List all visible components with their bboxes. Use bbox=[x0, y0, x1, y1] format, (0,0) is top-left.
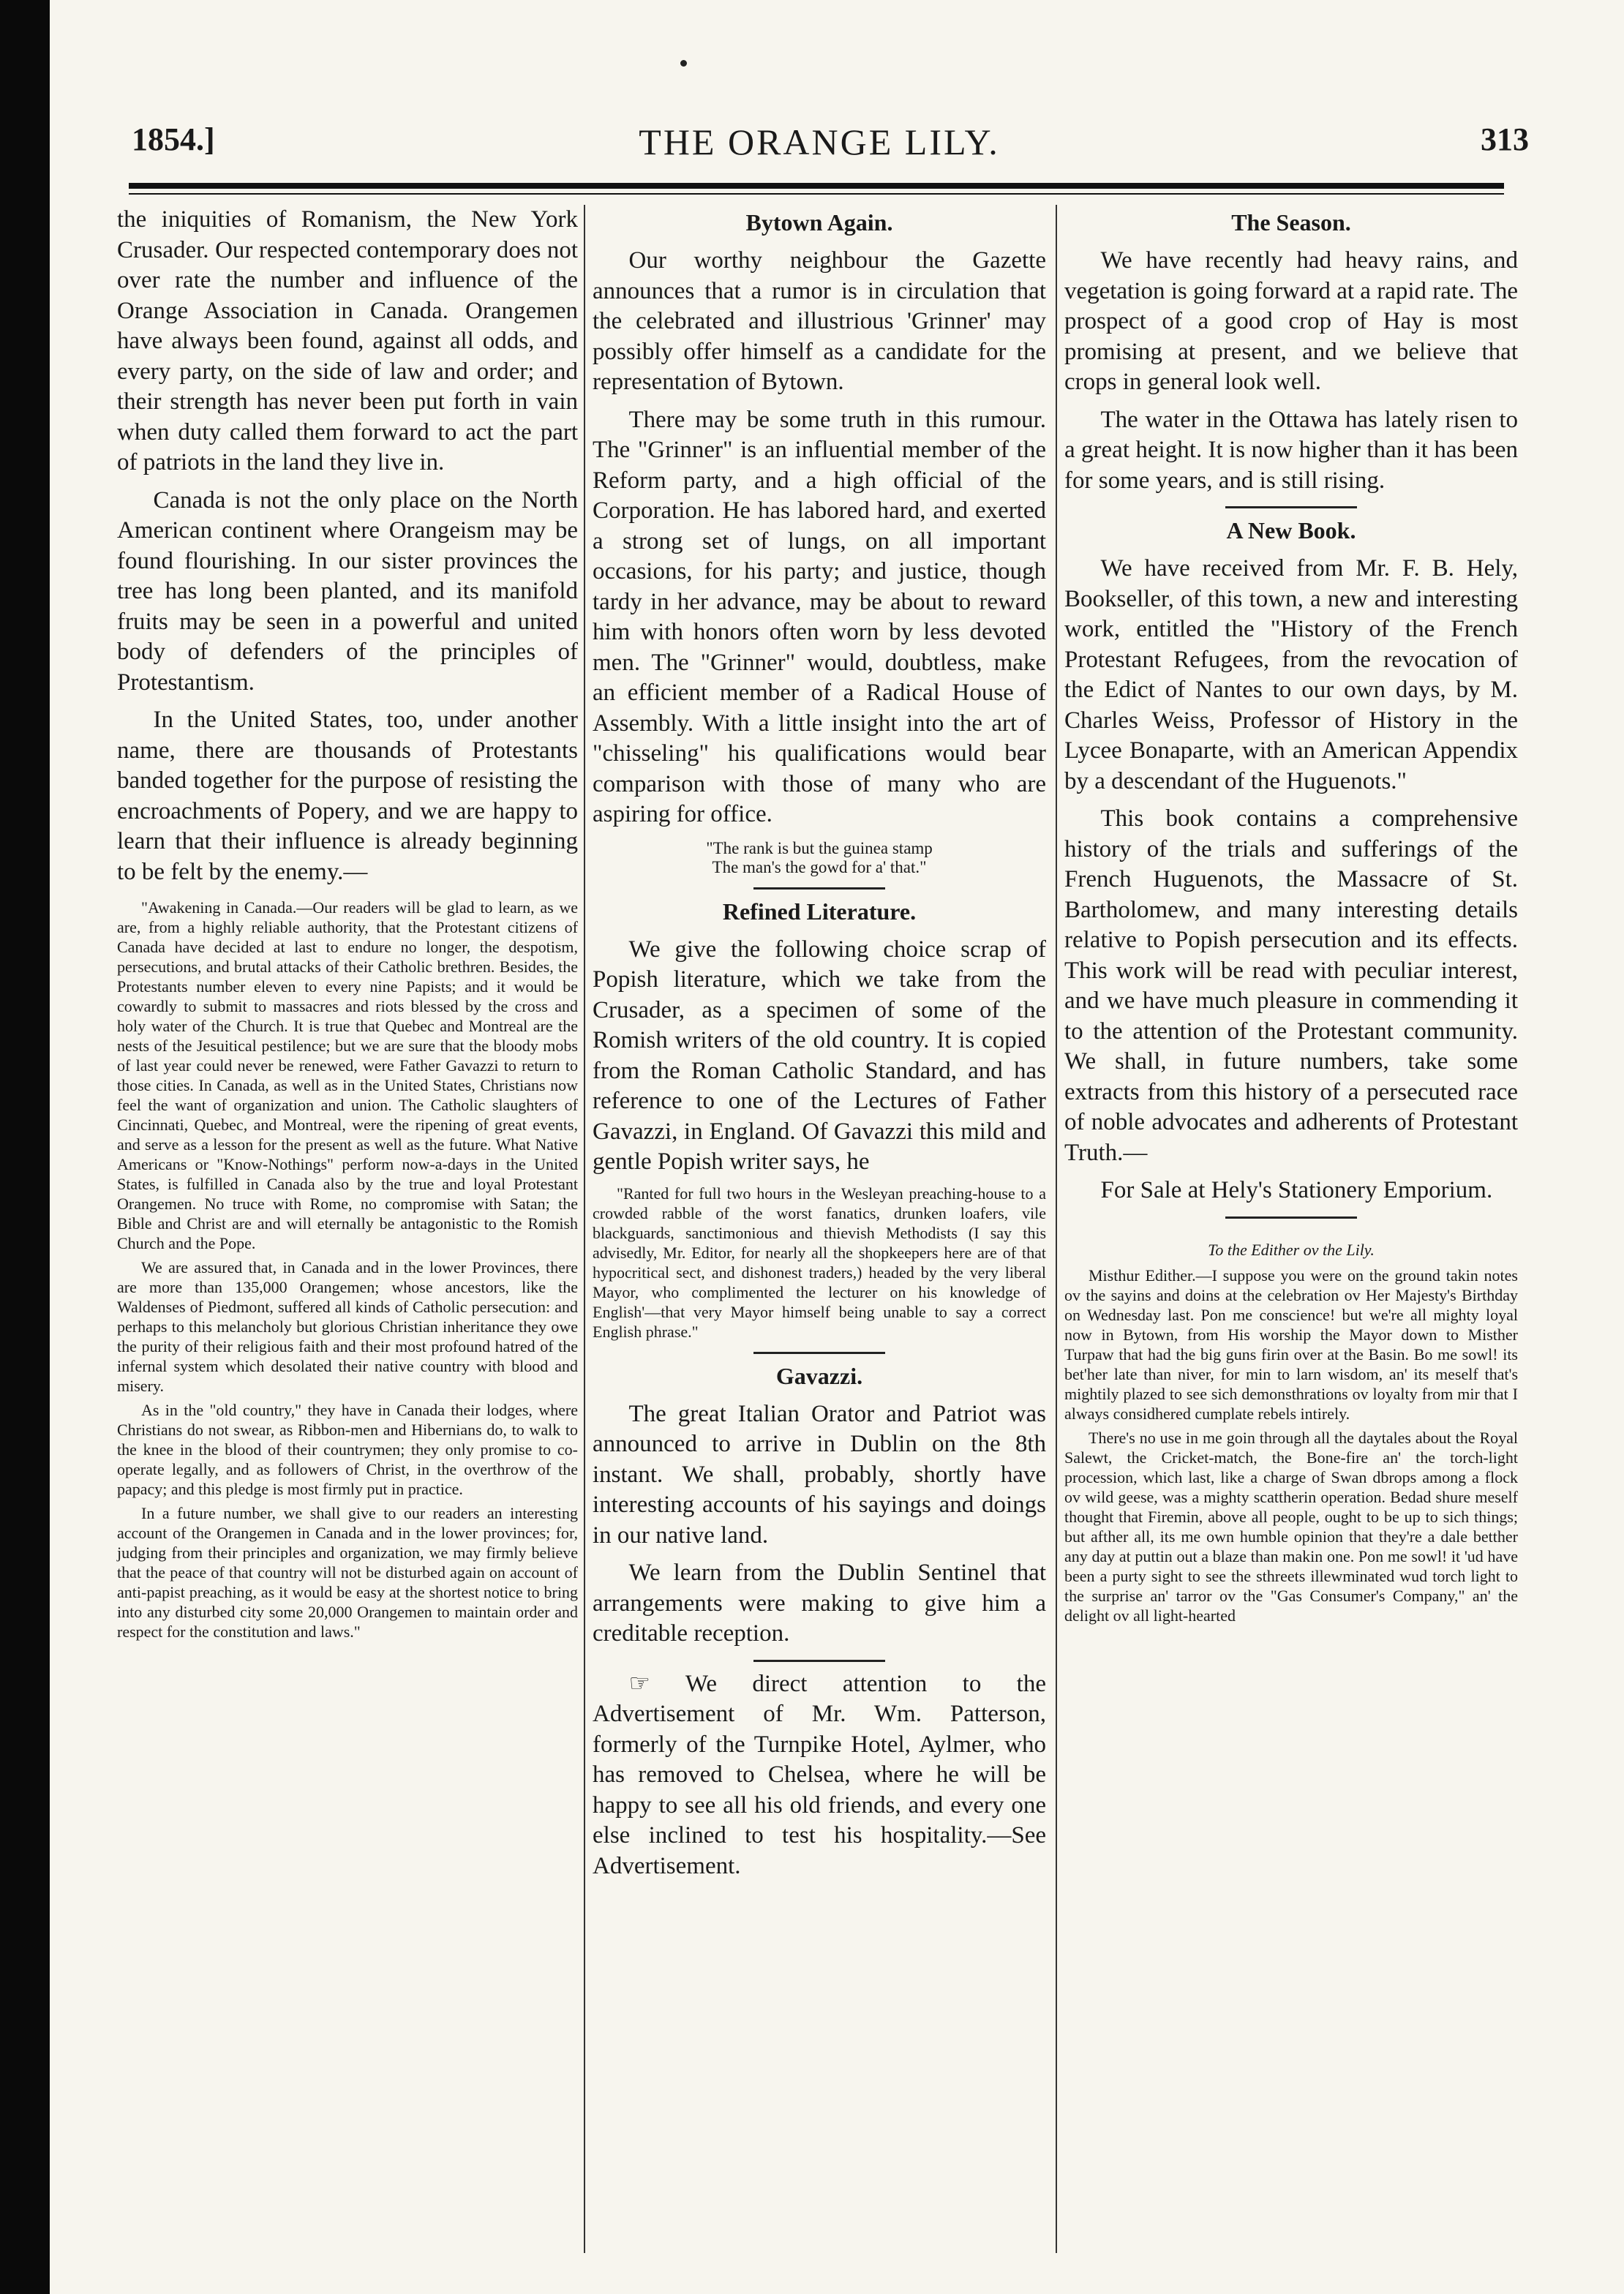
section-heading: A New Book. bbox=[1226, 517, 1356, 544]
section-heading: Bytown Again. bbox=[745, 209, 893, 236]
section-rule bbox=[753, 1352, 885, 1354]
article-paragraph: We learn from the Dublin Sentinel that arrangements were making to give him a creditable reception. bbox=[593, 1560, 1046, 1647]
section-heading: Refined Literature. bbox=[722, 898, 917, 925]
article-paragraph: Canada is not the only place on the North American continent where Orangeism may be found flourishing. In our sister provinces the tree has long been planted, and its manifold fruits may be seen in a powerful and united body of defenders of the principles of Protestantism. bbox=[117, 486, 578, 696]
article-paragraph: This book contains a comprehensive history of the trials and sufferings of the French Huguenots, the Massacre of St. Bartholomew, and many interesting details relative to Popish persecution and its effects. This work will be read with peculiar interest, and we have much pleasure in commending it to the attention of the Protestant community. We shall, in future numbers, take some extracts from this history of a persecuted race of noble advocates and adherents of Protestant Truth.— bbox=[1064, 805, 1518, 1166]
quoted-extract: "Awakening in Canada.—Our readers will be glad to learn, as we are, from a highly reliable authority, that the Protestant citizens of Canada have decided at last to endure no longer, the despotism, persecutions, and brutal attacks of their Catholic brethren. Besides, the Protestants number eleven to every nine Papists; and it would be cowardly to submit to massacres and riots blessed by the cross and holy water of the Church. It is true that Quebec and Montreal are the nests of the Jesuitical pestilence; but we are sure that the bloody mobs of last year could never be renewed, were Father Gavazzi to return to those cities. In Canada, as well as in the United States, Christians now feel the want of organization and union. The Catholic slaughters of Cincinnati, Quebec, and Montreal, were the ripening of great events, and serve as a lesson for the present as well as the future. What Native Americans or "Know-Nothings" perform now-a-days in the United States, is fulfilled in Canada also by the true and loyal Protestant Orangemen. No truce with Rome, no compromise with Satan; the Bible and Christ are and will eternally be antagonistic to the Romish Church and the Pope. bbox=[117, 898, 578, 1252]
verse-quote bbox=[593, 839, 1046, 877]
advertisement-notice: ☞ We direct attention to the Advertisement of Mr. Wm. Patterson, formerly of the Turnpike Hotel, Aylmer, who has removed to Chelsea, where he will be happy to see all his old friends, and every one else inclined to test his hospitality.—See Advertisement. bbox=[593, 1670, 1046, 1879]
letter-paragraph: There's no use in me goin through all the daytales about the Royal Salewt, the Cricket-match, the Bone-fire an' the torch-light procession, which last, like a charge of Swan dbrops among a flock ov wild geese, was a mighty scattherin operation. Bedad shure meself thought that Firemin, above all people, ought to be up to sich things; but afther all, its me own humble opinion that they're a dale betther any day at puttin out a blaze than makin one. Pon me sowl! it 'ud have been a purty sight to see the sthreets illewminated wud torch light to the surprise an' tarror ov the "Gas Consumer's Company," an' the delight ov all light-hearted bbox=[1064, 1428, 1518, 1625]
quoted-extract: As in the "old country," they have in Canada their lodges, where Christians do not swear, as Ribbon-men and Hibernians do, to walk to the knee in the blood of their countrymen; they only promise to co-operate legally, and as followers of Christ, in the overthrow of the papacy; and this pledge is most firmly put in practice. bbox=[117, 1401, 578, 1498]
section-rule bbox=[753, 1660, 885, 1662]
article-paragraph: The water in the Ottawa has lately risen to a great height. It is now higher than it has been for some years, and is still rising. bbox=[1064, 406, 1518, 494]
header-year: 1854.] bbox=[132, 121, 215, 157]
letter-heading: To the Edither ov the Lily. bbox=[1208, 1240, 1375, 1259]
quoted-extract: "Ranted for full two hours in the Wesleyan preaching-house to a crowded rabble of the worst fanatics, drunken loafers, vile blackguards, sanctimonious and thievish Methodists (I say this advisedly, Mr. Editor, for nearly all the shopkeepers here are of that hypocritical sect, and dishonest traders,) headed by the very liberal Mayor, who complimented the lecturer on his knowledge of English'—that very Mayor himself being unable to say a correct English phrase." bbox=[593, 1184, 1046, 1341]
column-divider-2 bbox=[1056, 205, 1057, 2253]
article-paragraph: The great Italian Orator and Patriot was announced to arrive in Dublin on the 8th instant. We shall, probably, shortly have interesting accounts of his sayings and doings in our native land. bbox=[593, 1400, 1046, 1549]
article-paragraph: For Sale at Hely's Stationery Emporium. bbox=[1100, 1177, 1493, 1203]
article-paragraph: We give the following choice scrap of Popish literature, which we take from the Crusader, as a specimen of some of the Romish writers of the old country. It is copied from the Roman Catholic Standard, and has reference to one of the Lectures of Father Gavazzi, in England. Of Gavazzi this mild and gentle Popish writer says, he bbox=[593, 936, 1046, 1175]
header-rule bbox=[129, 183, 1504, 189]
verse-line: "The rank is but the guinea stamp bbox=[706, 838, 933, 857]
article-paragraph: We have received from Mr. F. B. Hely, Bookseller, of this town, a new and interesting work, entitled the "History of the French Protestant Refugees, from the revocation of the Edict of Nantes to our own days, by M. Charles Weiss, Professor of History in the Lycee Bonaparte, with an American Appendix by a descendant of the Huguenots." bbox=[1064, 555, 1518, 794]
verse-line: The man's the gowd for a' that." bbox=[712, 857, 927, 876]
article-paragraph: There may be some truth in this rumour. The "Grinner" is an influential member of the Reform party, and a high official of the Corporation. He has labored hard, and exerted a strong set of lungs, on all important occasions, for his party; and justice, though tardy in her advance, may be about to reward him with honors often worn by less devoted men. The "Grinner" would, doubtless, make an efficient member of a Radical House of Assembly. With a little insight into the art of "chisseling" his qualifications would bear comparison with those of many who are aspiring for office. bbox=[593, 406, 1046, 827]
section-rule bbox=[753, 887, 885, 890]
article-paragraph: Our worthy neighbour the Gazette announces that a rumor is in circulation that the celebrated and illustrious 'Grinner' may possibly offer himself as a candidate for the representation of Bytown. bbox=[593, 247, 1046, 395]
column-1 bbox=[117, 205, 578, 1641]
quoted-extract: We are assured that, in Canada and in the lower Provinces, there are more than 135,000 Orangemen; whose ancestors, like the Waldenses of Piedmont, suffered all kinds of Catholic persecution: and perhaps to this melancholy but glorious Christian inheritance they owe the purity of their religious faith and their most profound hatred of the infernal system which desolated their native country with blood and misery. bbox=[117, 1258, 578, 1395]
column-divider-1 bbox=[584, 205, 585, 2253]
binding-edge bbox=[0, 0, 50, 2294]
header-rule-thin bbox=[129, 193, 1504, 195]
section-rule bbox=[1225, 1216, 1357, 1219]
quoted-extract: In a future number, we shall give to our readers an interesting account of the Orangemen in Canada and in the lower provinces; for, judging from their principles and organization, we may firmly believe that the peace of that country will not be disturbed again on account of anti-papist preaching, as it would be easy at the shortest notice to bring into any disturbed city some 20,000 Orangemen to maintain order and respect for the constitution and laws." bbox=[117, 1504, 578, 1641]
article-paragraph: In the United States, too, under another name, there are thousands of Protestants banded together for the purpose of resisting the encroachments of Popery, and we are happy to learn that their influence is already beginning to be felt by the enemy.— bbox=[117, 707, 578, 885]
article-paragraph: We have recently had heavy rains, and vegetation is going forward at a rapid rate. The prospect of a good crop of Hay is most promising at present, and we believe that crops in general look well. bbox=[1064, 247, 1518, 395]
page-number: 313 bbox=[1481, 121, 1529, 157]
section-heading: The Season. bbox=[1231, 209, 1351, 236]
letter-paragraph: Misthur Edither.—I suppose you were on the ground takin notes ov the sayins and doins at the celebration ov Her Majesty's Birthday on Wednesday last. Pon me conscience! but we're all mighty loyal now in Bytown, from His worship the Mayor down to Misther Turpaw that had the big guns firin over at the Basin. Bo me sowl! its bet'her late than niver, for min to larn wisdom, an' its meself that's mightily plazed to see sich demonsthrations ov loyalty from mir that I always considhered cumplate rebels intirely. bbox=[1064, 1266, 1518, 1423]
section-heading: Gavazzi. bbox=[775, 1362, 863, 1389]
page-header bbox=[102, 121, 1536, 176]
article-paragraph: the iniquities of Romanism, the New York Crusader. Our respected contemporary does not over rate the number and influence of the Orange Association in Canada. Orangemen have always been found, against all odds, and every party, on the side of law and order; and their strength has never been put forth in vain when duty called them forward to act the part of patriots in the land they live in. bbox=[117, 206, 578, 475]
section-rule bbox=[1225, 506, 1357, 508]
ink-speck bbox=[680, 60, 687, 67]
column-3 bbox=[1064, 205, 1518, 1625]
column-2 bbox=[593, 205, 1046, 1881]
masthead-title: THE ORANGE LILY. bbox=[639, 121, 1000, 162]
